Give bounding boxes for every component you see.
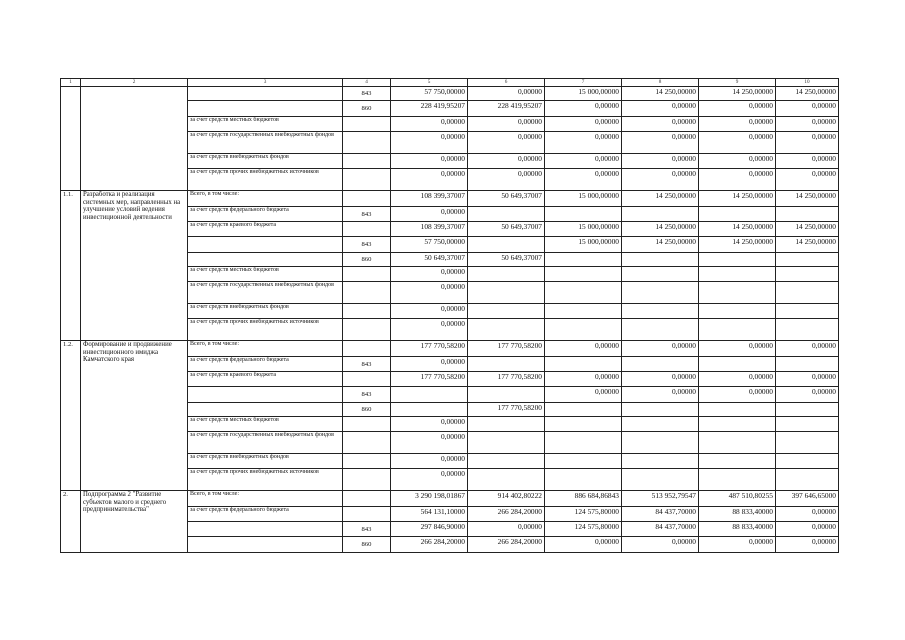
funding-source-cell [188,237,343,253]
amount-cell [391,387,468,403]
funding-source-cell [188,101,343,117]
amount-cell: 57 750,00000 [391,237,468,253]
amount-cell [622,403,699,417]
item-name-cell: Подпрограмма 2 "Развитие субъектов малого и среднего предпринимательства" [81,491,188,553]
amount-cell: 0,00000 [699,387,776,403]
amount-cell: 14 250,00000 [622,222,699,237]
funding-source-cell: за счет средств краевого бюджета [188,222,343,237]
funding-source-cell: за счет средств прочих внебюджетных источников [188,169,343,191]
amount-cell [468,267,545,282]
amount-cell: 0,00000 [699,341,776,357]
amount-cell [545,469,622,491]
amount-cell: 0,00000 [699,154,776,169]
amount-cell: 0,00000 [391,282,468,304]
amount-cell: 0,00000 [622,387,699,403]
budget-code-cell: 860 [343,403,391,417]
amount-cell: 0,00000 [468,169,545,191]
amount-cell: 50 649,37007 [391,253,468,267]
item-number-cell [61,87,81,191]
amount-cell: 0,00000 [545,101,622,117]
funding-source-cell: Всего, в том числе: [188,341,343,357]
amount-cell: 0,00000 [468,87,545,101]
amount-cell [699,267,776,282]
funding-source-cell: за счет средств краевого бюджета [188,372,343,387]
amount-cell: 177 770,58200 [468,341,545,357]
amount-cell [776,319,839,341]
amount-cell: 14 250,00000 [776,237,839,253]
amount-cell [468,454,545,469]
budget-code-cell [343,507,391,522]
item-name-cell [81,87,188,191]
amount-cell: 0,00000 [391,357,468,372]
amount-cell: 14 250,00000 [699,87,776,101]
amount-cell [468,469,545,491]
table-row [61,491,839,507]
table-row [61,191,839,207]
funding-source-cell [188,522,343,537]
amount-cell: 177 770,58200 [391,372,468,387]
amount-cell: 177 770,58200 [468,403,545,417]
funding-source-cell: за счет средств внебюджетных фондов [188,454,343,469]
amount-cell [699,417,776,432]
amount-cell: 266 284,20000 [468,537,545,553]
budget-code-cell [343,282,391,304]
budget-code-cell [343,267,391,282]
budget-table [60,78,839,553]
amount-cell: 14 250,00000 [699,191,776,207]
amount-cell [622,267,699,282]
amount-cell [622,357,699,372]
amount-cell: 0,00000 [545,169,622,191]
amount-cell: 50 649,37007 [468,253,545,267]
amount-cell: 0,00000 [468,522,545,537]
amount-cell: 124 575,80000 [545,522,622,537]
amount-cell [776,304,839,319]
budget-code-cell [343,432,391,454]
amount-cell: 0,00000 [391,432,468,454]
budget-code-cell: 843 [343,237,391,253]
amount-cell [468,282,545,304]
amount-cell: 0,00000 [391,267,468,282]
amount-cell: 0,00000 [468,117,545,132]
amount-cell: 88 833,40000 [699,522,776,537]
amount-cell: 0,00000 [699,132,776,154]
amount-cell [699,282,776,304]
header-cell: 9 [699,79,776,87]
amount-cell [468,237,545,253]
amount-cell [776,403,839,417]
budget-code-cell [343,341,391,357]
amount-cell [545,267,622,282]
amount-cell: 513 952,79547 [622,491,699,507]
amount-cell: 0,00000 [699,101,776,117]
item-name-cell: Разработка и реализация системных мер, направленных на улучшение условий ведения инвестиционной деятельности [81,191,188,341]
funding-source-cell: за счет средств федерального бюджета [188,507,343,522]
amount-cell: 886 684,86843 [545,491,622,507]
amount-cell [622,282,699,304]
amount-cell [776,417,839,432]
amount-cell [468,432,545,454]
amount-cell: 177 770,58200 [468,372,545,387]
amount-cell: 266 284,20000 [468,507,545,522]
header-cell: 7 [545,79,622,87]
amount-cell: 397 646,65000 [776,491,839,507]
amount-cell: 0,00000 [776,341,839,357]
amount-cell: 487 510,80255 [699,491,776,507]
amount-cell: 0,00000 [391,154,468,169]
amount-cell: 0,00000 [391,469,468,491]
amount-cell [468,304,545,319]
amount-cell [545,432,622,454]
amount-cell: 0,00000 [776,154,839,169]
funding-source-cell: Всего, в том числе: [188,491,343,507]
amount-cell [622,417,699,432]
header-cell: 1 [61,79,81,87]
amount-cell: 0,00000 [776,101,839,117]
amount-cell: 14 250,00000 [622,237,699,253]
amount-cell: 0,00000 [622,154,699,169]
budget-code-cell [343,491,391,507]
amount-cell [776,253,839,267]
amount-cell [776,454,839,469]
budget-code-cell [343,304,391,319]
amount-cell [699,454,776,469]
amount-cell [776,282,839,304]
amount-cell: 0,00000 [468,132,545,154]
funding-source-cell: Всего, в том числе: [188,191,343,207]
amount-cell: 0,00000 [776,372,839,387]
amount-cell: 0,00000 [699,117,776,132]
amount-cell: 15 000,00000 [545,237,622,253]
funding-source-cell: за счет средств федерального бюджета [188,357,343,372]
table-row [61,87,839,101]
amount-cell [545,304,622,319]
amount-cell [622,253,699,267]
funding-source-cell: за счет средств прочих внебюджетных источников [188,319,343,341]
header-cell: 8 [622,79,699,87]
amount-cell: 108 399,37007 [391,191,468,207]
header-cell: 3 [188,79,343,87]
amount-cell: 0,00000 [699,372,776,387]
budget-code-cell [343,454,391,469]
amount-cell: 0,00000 [699,537,776,553]
amount-cell [468,207,545,222]
header-cell: 4 [343,79,391,87]
amount-cell [622,469,699,491]
amount-cell: 0,00000 [391,454,468,469]
funding-source-cell: за счет средств местных бюджетов [188,117,343,132]
amount-cell [699,403,776,417]
table-body [61,79,839,553]
amount-cell: 50 649,37007 [468,222,545,237]
budget-code-cell: 843 [343,87,391,101]
header-cell: 10 [776,79,839,87]
amount-cell [545,282,622,304]
amount-cell: 15 000,00000 [545,191,622,207]
amount-cell: 228 419,95207 [468,101,545,117]
amount-cell [545,319,622,341]
amount-cell [545,403,622,417]
funding-source-cell: за счет средств государственных внебюджетных фондов [188,432,343,454]
amount-cell: 0,00000 [391,117,468,132]
amount-cell: 57 750,00000 [391,87,468,101]
amount-cell [699,357,776,372]
amount-cell [622,207,699,222]
budget-code-cell: 843 [343,207,391,222]
amount-cell: 0,00000 [391,304,468,319]
amount-cell: 3 290 198,01867 [391,491,468,507]
amount-cell: 14 250,00000 [622,191,699,207]
amount-cell: 84 437,70000 [622,522,699,537]
amount-cell: 108 399,37007 [391,222,468,237]
funding-source-cell: за счет средств внебюджетных фондов [188,154,343,169]
budget-code-cell [343,132,391,154]
amount-cell: 0,00000 [391,207,468,222]
budget-code-cell: 843 [343,522,391,537]
amount-cell: 0,00000 [699,169,776,191]
budget-code-cell: 843 [343,387,391,403]
amount-cell [776,357,839,372]
amount-cell: 0,00000 [545,154,622,169]
funding-source-cell: за счет средств местных бюджетов [188,267,343,282]
funding-source-cell [188,87,343,101]
header-cell: 6 [468,79,545,87]
amount-cell: 0,00000 [391,132,468,154]
amount-cell: 0,00000 [545,132,622,154]
amount-cell: 266 284,20000 [391,537,468,553]
budget-code-cell [343,319,391,341]
amount-cell: 0,00000 [622,117,699,132]
amount-cell: 84 437,70000 [622,507,699,522]
funding-source-cell: за счет средств государственных внебюджетных фондов [188,132,343,154]
amount-cell [776,267,839,282]
funding-source-cell: за счет средств государственных внебюджетных фондов [188,282,343,304]
amount-cell [545,357,622,372]
amount-cell [622,319,699,341]
amount-cell: 50 649,37007 [468,191,545,207]
amount-cell: 914 402,80222 [468,491,545,507]
amount-cell: 0,00000 [622,132,699,154]
amount-cell: 0,00000 [776,537,839,553]
amount-cell [622,304,699,319]
amount-cell: 15 000,00000 [545,87,622,101]
amount-cell [468,357,545,372]
funding-source-cell: за счет средств федерального бюджета [188,207,343,222]
amount-cell: 0,00000 [776,387,839,403]
amount-cell [545,417,622,432]
amount-cell: 14 250,00000 [622,87,699,101]
amount-cell: 124 575,80000 [545,507,622,522]
budget-code-cell [343,469,391,491]
amount-cell: 0,00000 [776,132,839,154]
amount-cell [545,454,622,469]
table-row [61,341,839,357]
amount-cell: 0,00000 [391,319,468,341]
amount-cell [622,432,699,454]
budget-code-cell: 860 [343,253,391,267]
amount-cell: 0,00000 [776,117,839,132]
amount-cell: 0,00000 [776,522,839,537]
budget-code-cell: 843 [343,357,391,372]
amount-cell: 0,00000 [622,372,699,387]
amount-cell [776,207,839,222]
amount-cell [699,432,776,454]
budget-code-cell: 860 [343,537,391,553]
amount-cell: 0,00000 [391,417,468,432]
amount-cell [699,253,776,267]
amount-cell: 14 250,00000 [776,222,839,237]
amount-cell [468,319,545,341]
header-row [61,79,839,87]
amount-cell: 228 419,95207 [391,101,468,117]
amount-cell [391,403,468,417]
amount-cell: 0,00000 [545,117,622,132]
amount-cell: 177 770,58200 [391,341,468,357]
item-number-cell: 1.2. [61,341,81,491]
amount-cell: 0,00000 [622,101,699,117]
amount-cell [699,469,776,491]
amount-cell: 15 000,00000 [545,222,622,237]
header-cell: 5 [391,79,468,87]
amount-cell: 0,00000 [545,341,622,357]
funding-source-cell: за счет средств прочих внебюджетных источников [188,469,343,491]
amount-cell [545,253,622,267]
amount-cell: 564 131,10000 [391,507,468,522]
item-number-cell: 2. [61,491,81,553]
amount-cell: 0,00000 [545,537,622,553]
funding-source-cell [188,403,343,417]
funding-source-cell [188,537,343,553]
amount-cell [468,417,545,432]
amount-cell: 14 250,00000 [776,87,839,101]
amount-cell [699,319,776,341]
budget-code-cell [343,117,391,132]
budget-code-cell [343,372,391,387]
amount-cell: 14 250,00000 [776,191,839,207]
amount-cell [776,432,839,454]
amount-cell: 0,00000 [545,372,622,387]
amount-cell [699,207,776,222]
amount-cell: 297 846,90000 [391,522,468,537]
header-cell: 2 [81,79,188,87]
amount-cell [622,454,699,469]
amount-cell: 0,00000 [622,341,699,357]
amount-cell: 0,00000 [776,507,839,522]
funding-source-cell: за счет средств местных бюджетов [188,417,343,432]
budget-code-cell [343,222,391,237]
funding-source-cell [188,253,343,267]
amount-cell [776,469,839,491]
funding-source-cell: за счет средств внебюджетных фондов [188,304,343,319]
amount-cell: 0,00000 [468,154,545,169]
amount-cell: 88 833,40000 [699,507,776,522]
item-number-cell: 1.1. [61,191,81,341]
budget-code-cell: 860 [343,101,391,117]
budget-code-cell [343,191,391,207]
amount-cell: 14 250,00000 [699,222,776,237]
amount-cell [468,387,545,403]
amount-cell: 0,00000 [545,387,622,403]
item-name-cell: Формирование и продвижение инвестиционного имиджа Камчатского края [81,341,188,491]
budget-code-cell [343,169,391,191]
budget-code-cell [343,417,391,432]
amount-cell: 14 250,00000 [699,237,776,253]
amount-cell: 0,00000 [776,169,839,191]
amount-cell: 0,00000 [622,537,699,553]
amount-cell: 0,00000 [622,169,699,191]
amount-cell [545,207,622,222]
funding-source-cell [188,387,343,403]
amount-cell [699,304,776,319]
amount-cell: 0,00000 [391,169,468,191]
budget-code-cell [343,154,391,169]
